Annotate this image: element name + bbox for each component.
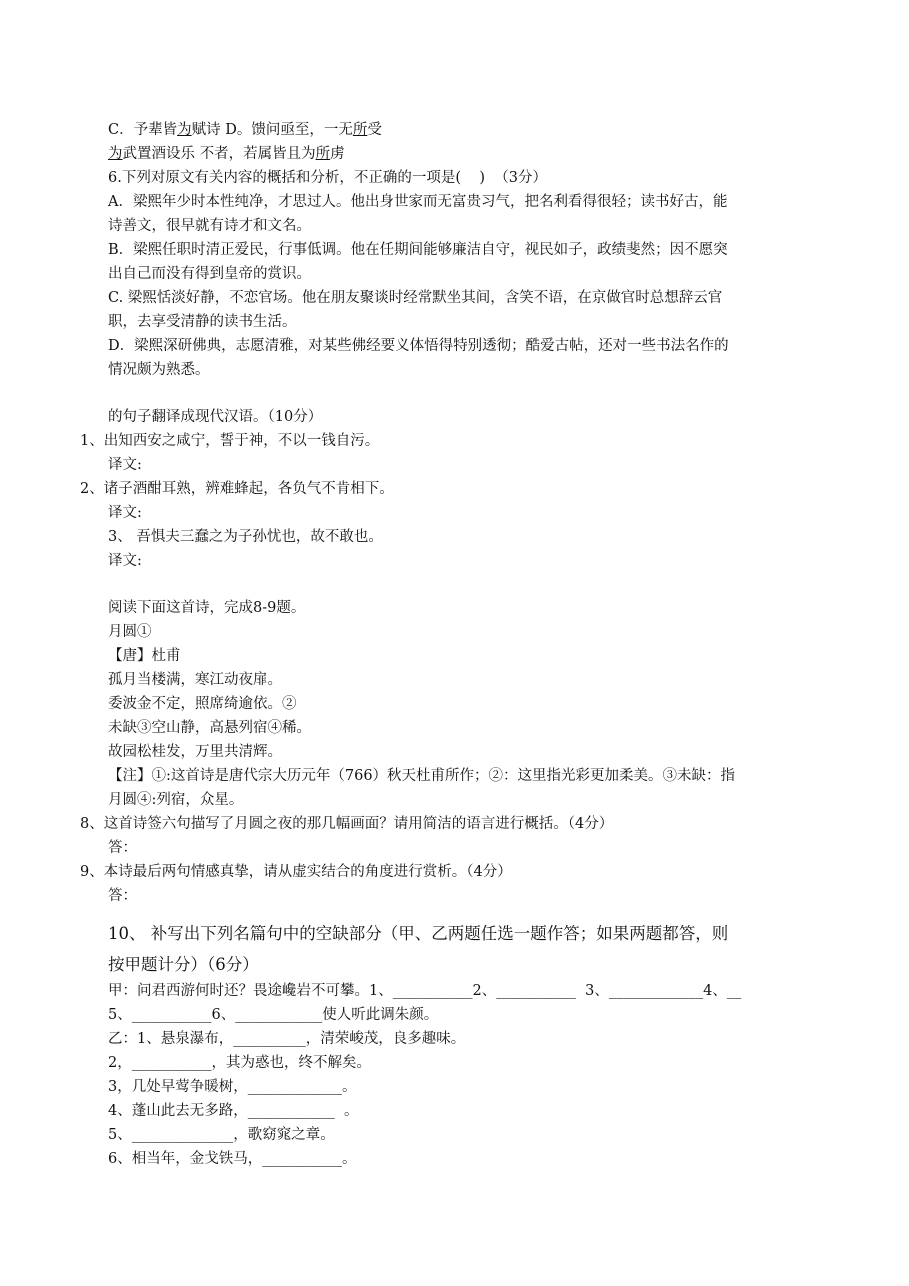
translate-sentence-3: 3、 吾惧夫三蠢之为子孙忧也，故不敢也。: [108, 529, 383, 545]
q10-yi-line2: 2，___________，其为惑也，终不解矣。: [108, 1055, 371, 1071]
q8-answer: 答：: [108, 840, 137, 856]
choice-b-underlined: 所: [315, 146, 331, 162]
poem-note-line1: 【注】①:这首诗是唐代宗大历元年（766）秋天杜甫所作；②：这里指光彩更加柔美。③未缺：指: [108, 768, 736, 784]
q6-option-b-line1: B．梁熙任职时清正爱民，行事低调。他在任期间能够廉洁自守，视民如子，政绩斐然；因不愿突: [108, 242, 728, 258]
q6-option-c-line1: C. 梁熙恬淡好静，不恋官场。他在朋友聚谈时经常默坐其间，含笑不语，在京做官时总想辞云官: [108, 290, 723, 306]
translate-answer-2: 译文:: [108, 505, 142, 521]
choice-d-underlined: 所: [352, 122, 368, 138]
q10-stem-line1: 10、 补写出下列名篇句中的空缺部分（甲、乙两题任选一题作答；如果两题都答，则: [108, 924, 729, 943]
q6-option-a-line2: 诗善文，很早就有诗才和文名。: [108, 218, 311, 234]
poem-note-line2: 月圆④:列宿，众星。: [108, 792, 244, 808]
choice-c-underlined: 为: [177, 122, 192, 138]
q10-jia-line2: 5、___________6、____________使人听此调朱颜。: [108, 1007, 439, 1023]
q10-yi-line6: 6、相当年，金戈铁马，___________。: [108, 1151, 357, 1167]
q10-yi-line5: 5、______________，歌窈窕之章。: [108, 1127, 335, 1143]
q9-answer: 答：: [108, 888, 137, 904]
q9-stem: 9、本诗最后两句情感真挚，请从虚实结合的角度进行赏析。（4分）: [80, 864, 512, 880]
choice-a-text: 武置酒设乐 不者，若属皆且为: [122, 146, 316, 162]
q8-stem: 8、这首诗签六句描写了月圆之夜的那几幅画面？请用简洁的语言进行概括。（4分）: [80, 816, 614, 832]
choice-b-tail: 虏: [330, 146, 345, 162]
choice-a-underlined: 为: [108, 146, 123, 162]
q6-option-c-line2: 职，去享受清静的读书生活。: [108, 314, 297, 330]
poem-line-4: 故园松桂发，万里共清辉。: [108, 744, 282, 760]
q10-yi-line3: 3，几处早莺争暖树，_____________。: [108, 1079, 357, 1095]
poem-title: 月圆①: [108, 624, 152, 640]
choice-row-cd: [108, 121, 382, 139]
q6-option-d-line2: 情况颇为熟悉。: [108, 362, 210, 378]
translate-answer-3: 译文:: [108, 553, 142, 569]
poem-author: 【唐】杜甫: [108, 648, 181, 664]
poem-line-2: 委波金不定，照席绮逾依。②: [108, 696, 297, 712]
q6-option-b-line2: 出自己而没有得到皇帝的赏识。: [108, 266, 311, 282]
choice-row-ab: [108, 145, 345, 163]
translate-intro: 的句子翻译成现代汉语。（10分）: [108, 409, 323, 425]
q10-stem-line2: 按甲题计分）（6分）: [108, 955, 259, 974]
q10-yi-line4: 4、蓬山此去无多路，____________ 。: [108, 1103, 359, 1119]
translate-sentence-1: 1、出知西安之咸宁，誓于神，不以一钱自污。: [80, 433, 380, 449]
poem-line-1: 孤月当楼满，寒江动夜扉。: [108, 672, 282, 688]
translate-sentence-2: 2、诸子酒酣耳熟，辨难蜂起，各负气不肯相下。: [80, 481, 394, 497]
poem-line-3: 未缺③空山静，高悬列宿④稀。: [108, 720, 311, 736]
translate-answer-1: 译文:: [108, 457, 142, 473]
q10-jia-line1: 甲：问君西游何时还？畏途巉岩不可攀。1、___________2、___________ 3、_____________4、__: [108, 983, 742, 999]
q6-option-a-line1: A．梁熙年少时本性纯净，才思过人。他出身世家而无富贵习气，把名利看得很轻；读书好古，能: [108, 194, 728, 210]
q10-yi-line1: 乙：1、悬泉瀑布，__________，清荣峻茂，良多趣味。: [108, 1031, 466, 1047]
choice-c-text: C．予辈皆: [108, 122, 178, 138]
choice-d-text: 赋诗 D。馈问亟至，一无: [191, 122, 353, 138]
choice-d-tail: 受: [367, 122, 382, 138]
poem-intro: 阅读下面这首诗，完成8-9题。: [108, 600, 306, 616]
q6-option-d-line1: D．梁熙深研佛典，志愿清雅，对某些佛经要义体悟得特别透彻；酷爱古帖，还对一些书法名作的: [108, 338, 729, 354]
q6-stem: 6.下列对原文有关内容的概括和分析，不正确的一项是( ) （3分）: [108, 170, 548, 186]
